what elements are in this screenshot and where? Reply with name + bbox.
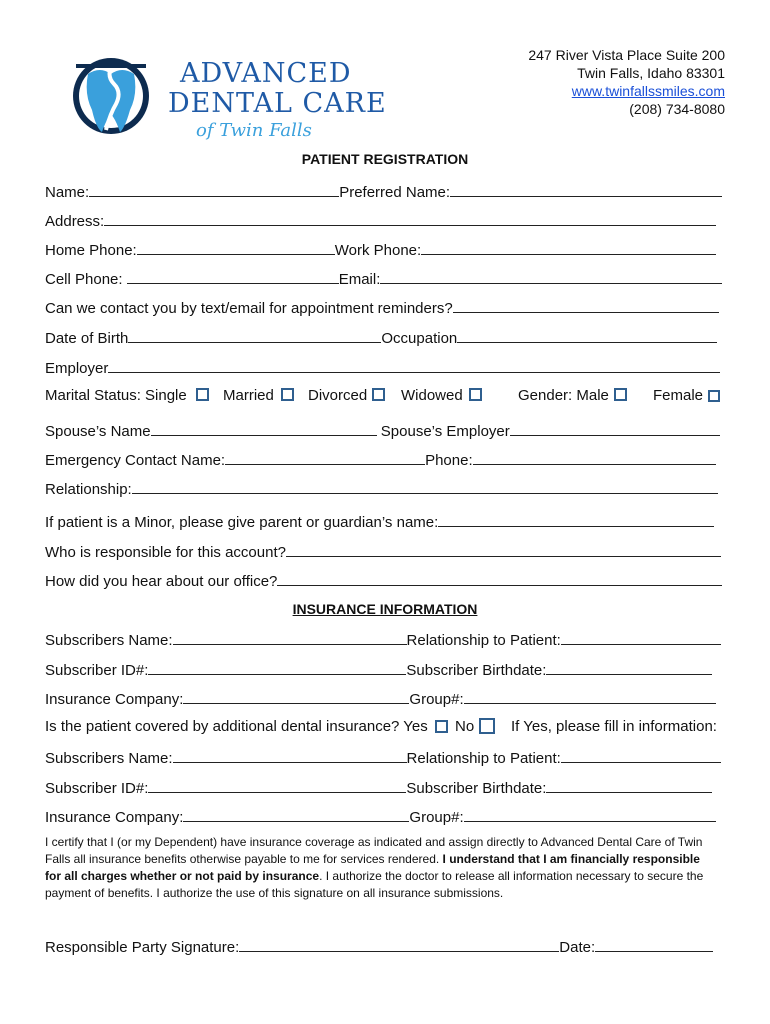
female-label: Female [653,387,704,404]
occupation-label: Occupation [381,330,458,347]
subscriber-id-label: Subscriber ID#: [45,662,149,679]
subscriber-id-field[interactable] [148,660,406,675]
name-row [45,182,725,202]
practice-logo [70,44,152,154]
practice-name-line3: of Twin Falls [196,120,312,141]
insurance-information-title: INSURANCE INFORMATION [292,601,478,617]
employer-label: Employer [45,360,109,377]
emergency-contact-field[interactable] [225,450,425,465]
address-line1: 247 River Vista Place Suite 200 [528,47,725,63]
divorced-label: Divorced [308,387,368,404]
subscriber-id-row-2 [45,778,725,798]
subscriber-birthdate-label-2: Subscriber Birthdate: [406,780,547,797]
subscriber-birthdate-field[interactable] [546,660,712,675]
relationship-to-patient-field-2[interactable] [561,748,721,763]
subscriber-id-field-2[interactable] [148,778,406,793]
emergency-row [45,450,725,470]
insurance-company-row-2 [45,807,725,827]
guardian-row [45,512,725,532]
insurance-company-label: Insurance Company: [45,691,184,708]
contact-consent-field[interactable] [453,298,719,313]
signature-date-field[interactable] [595,937,713,952]
single-checkbox[interactable] [196,388,209,401]
relationship-field[interactable] [132,479,718,494]
spouse-row [45,421,725,441]
relationship-row [45,479,725,499]
group-field[interactable] [464,689,716,704]
address-field[interactable] [104,211,716,226]
insurance-company-label-2: Insurance Company: [45,809,184,826]
website-link[interactable]: www.twinfallssmiles.com [571,83,725,99]
insurance-company-field-2[interactable] [183,807,409,822]
dob-occupation-row [45,328,725,348]
home-phone-field[interactable] [137,240,335,255]
subscriber-name-field[interactable] [173,630,407,645]
certification-part2: . I authorize the doctor to release all information necessary to secure the payment of benefits. I authorize the use of this signature on all insurance submissions. [45,869,704,900]
subscriber-name-row-2 [45,748,725,768]
group-field-2[interactable] [464,807,716,822]
certification-bold: I understand that I am financially responsible for all charges whether or not paid by insurance [45,852,700,883]
signature-date-label: Date: [559,939,596,956]
cell-phone-label: Cell Phone: [45,271,127,288]
signature-row [45,937,725,957]
group-label: Group#: [409,691,464,708]
subscriber-birthdate-label: Subscriber Birthdate: [406,662,547,679]
insurance-company-field[interactable] [183,689,409,704]
certification-text [45,834,717,902]
gender-male-label: Gender: Male [518,387,609,404]
email-field[interactable] [380,269,722,284]
responsible-field[interactable] [286,542,721,557]
contact-consent-row [45,298,725,318]
cell-phone-field[interactable] [127,269,339,284]
spouse-name-label: Spouse’s Name [45,423,151,440]
patient-registration-title: PATIENT REGISTRATION [301,151,469,167]
subscriber-name-row [45,630,725,650]
additional-insurance-question: Is the patient covered by additional dental insurance? Yes [45,718,428,735]
additional-yes-checkbox[interactable] [435,720,448,733]
spouse-employer-label: Spouse’s Employer [376,423,510,440]
subscriber-name-field-2[interactable] [173,748,407,763]
tooth-road-logo-icon [70,44,152,154]
address-row [45,211,725,231]
insurance-company-row [45,689,725,709]
relationship-to-patient-label: Relationship to Patient: [406,632,561,649]
subscriber-id-label-2: Subscriber ID#: [45,780,149,797]
name-label: Name: [45,184,90,201]
contact-consent-label: Can we contact you by text/email for appointment reminders? [45,300,453,317]
guardian-field[interactable] [438,512,714,527]
dob-field[interactable] [128,328,381,343]
occupation-field[interactable] [457,328,717,343]
spouse-employer-field[interactable] [510,421,720,436]
phone-row [45,240,725,260]
if-yes-label: If Yes, please fill in information: [511,718,717,735]
employer-row [45,358,725,378]
cell-email-row [45,269,725,289]
practice-address [528,46,725,118]
signature-field[interactable] [239,937,559,952]
subscriber-birthdate-field-2[interactable] [546,778,712,793]
subscriber-id-row [45,660,725,680]
relationship-label: Relationship: [45,481,132,498]
name-field[interactable] [89,182,339,197]
practice-name-line1: ADVANCED [180,58,352,89]
home-phone-label: Home Phone: [45,242,137,259]
emergency-phone-field[interactable] [473,450,716,465]
preferred-name-field[interactable] [450,182,722,197]
responsible-row [45,542,725,562]
signature-label: Responsible Party Signature: [45,939,240,956]
group-label-2: Group#: [409,809,464,826]
responsible-label: Who is responsible for this account? [45,544,286,561]
referral-label: How did you hear about our office? [45,573,278,590]
phone-number: (208) 734-8080 [629,101,725,117]
subscriber-name-label-2: Subscribers Name: [45,750,173,767]
work-phone-label: Work Phone: [334,242,422,259]
widowed-checkbox[interactable] [469,388,482,401]
additional-no-label: No [455,718,475,735]
male-checkbox[interactable] [614,388,627,401]
emergency-phone-label: Phone: [425,452,473,469]
dob-label: Date of Birth [45,330,129,347]
preferred-name-label: Preferred Name: [339,184,451,201]
email-label: Email: [338,271,381,288]
female-checkbox[interactable] [708,390,720,402]
work-phone-field[interactable] [421,240,716,255]
emergency-contact-label: Emergency Contact Name: [45,452,226,469]
married-checkbox[interactable] [281,388,294,401]
relationship-to-patient-label-2: Relationship to Patient: [406,750,561,767]
referral-field[interactable] [277,571,722,586]
subscriber-name-label: Subscribers Name: [45,632,173,649]
additional-no-checkbox[interactable] [479,718,495,734]
guardian-label: If patient is a Minor, please give parent or guardian’s name: [45,514,439,531]
relationship-to-patient-field[interactable] [561,630,721,645]
married-label: Married [223,387,274,404]
referral-row [45,571,725,591]
widowed-label: Widowed [401,387,463,404]
practice-name-line2: DENTAL CARE [168,88,387,119]
employer-field[interactable] [108,358,720,373]
certification-part1: I certify that I (or my Dependent) have insurance coverage as indicated and assign directly to Advanced Dental Care of Twin Falls all insurance benefits otherwise payable to me for services rendered. [45,835,703,866]
marital-single-label: Marital Status: Single [45,387,187,404]
divorced-checkbox[interactable] [372,388,385,401]
address-label: Address: [45,213,105,230]
spouse-name-field[interactable] [151,421,377,436]
address-line2: Twin Falls, Idaho 83301 [577,65,725,81]
